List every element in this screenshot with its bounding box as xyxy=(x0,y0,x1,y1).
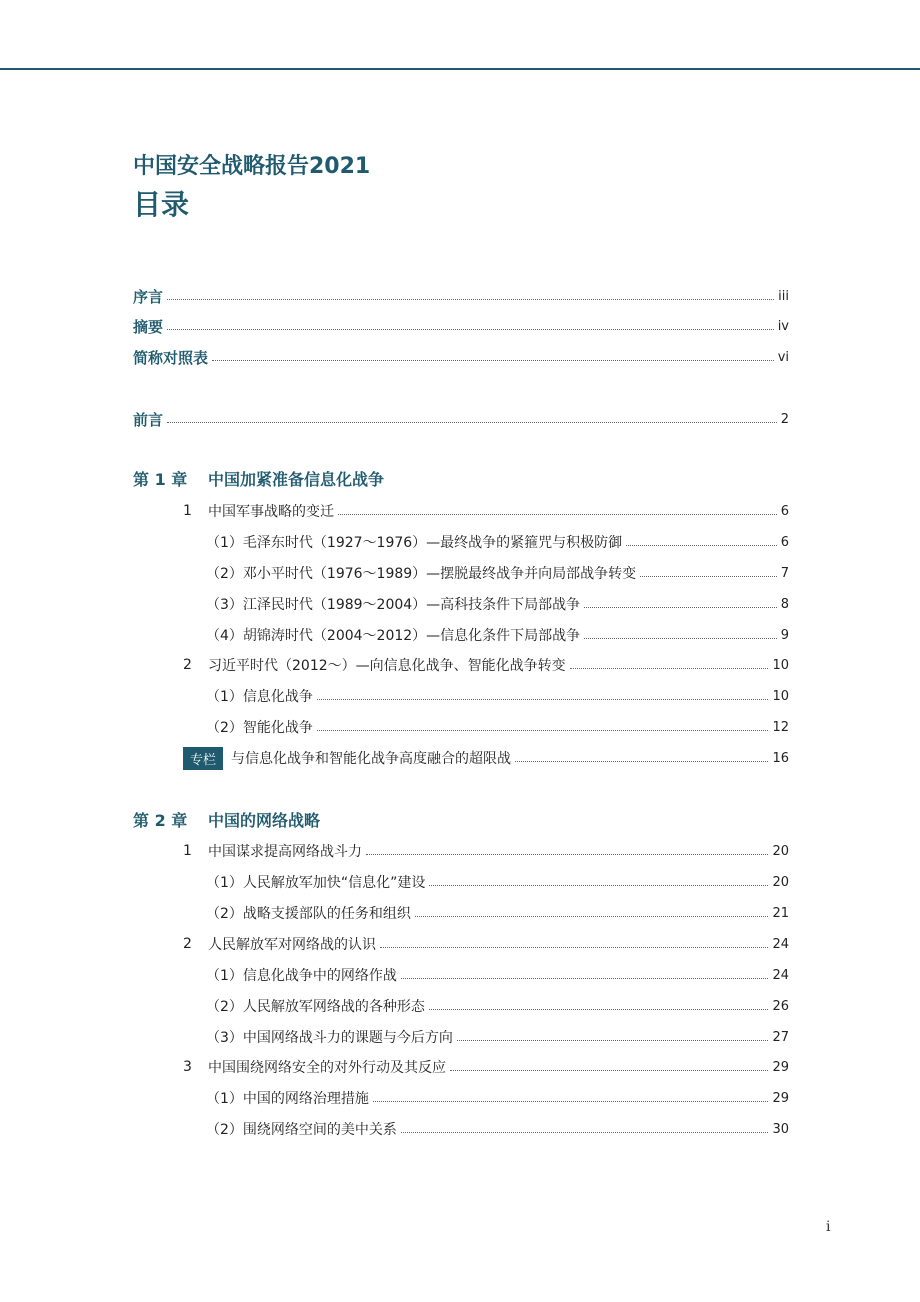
top-rule xyxy=(0,68,920,70)
toc-entry[interactable]: （3） 中国网络战斗力的课题与今后方向 27 xyxy=(206,1029,789,1046)
toc-entry-summary[interactable]: 摘要 iv xyxy=(133,317,789,336)
column-badge: 专栏 xyxy=(183,747,223,770)
toc-entry[interactable]: （2） 人民解放军网络战的各种形态 26 xyxy=(206,998,789,1015)
toc-entry[interactable]: （1） 人民解放军加快“信息化”建设 20 xyxy=(206,874,789,891)
chapter-2-heading[interactable]: 第 2 章 中国的网络战略 xyxy=(133,811,321,830)
toc-entry[interactable]: 2 人民解放军对网络战的认识 24 xyxy=(183,936,789,953)
toc-entry-abbreviations[interactable]: 简称对照表 vi xyxy=(133,348,789,367)
report-title: 中国安全战略报告2021 xyxy=(133,154,371,179)
toc-entry[interactable]: （4） 胡锦涛时代（2004～2012）—信息化条件下局部战争 9 xyxy=(206,627,789,644)
toc-entry[interactable]: （2） 智能化战争 12 xyxy=(206,719,789,736)
toc-entry[interactable]: （2） 战略支援部队的任务和组织 21 xyxy=(206,905,789,922)
toc-entry-foreword[interactable]: 前言 2 xyxy=(133,410,789,429)
toc-heading: 目录 xyxy=(133,188,190,221)
toc-entry[interactable]: （1） 毛泽东时代（1927～1976）—最终战争的紧箍咒与积极防御 6 xyxy=(206,534,789,551)
toc-entry[interactable]: （1） 信息化战争 10 xyxy=(206,688,789,705)
toc-entry-column[interactable]: 专栏 与信息化战争和智能化战争高度融合的超限战 16 xyxy=(183,746,789,770)
toc-entry[interactable]: （2） 邓小平时代（1976～1989）—摆脱最终战争并向局部战争转变 7 xyxy=(206,565,789,582)
toc-entry[interactable]: （1） 中国的网络治理措施 29 xyxy=(206,1090,789,1107)
chapter-1-heading[interactable]: 第 1 章 中国加紧准备信息化战争 xyxy=(133,470,385,489)
toc-entry[interactable]: （2） 围绕网络空间的美中关系 30 xyxy=(206,1121,789,1138)
toc-entry[interactable]: 3 中国围绕网络安全的对外行动及其反应 29 xyxy=(183,1059,789,1076)
toc-entry[interactable]: 2 习近平时代（2012～）—向信息化战争、智能化战争转变 10 xyxy=(183,657,789,674)
toc-entry[interactable]: 1 中国谋求提高网络战斗力 20 xyxy=(183,843,789,860)
page-number: i xyxy=(826,1219,831,1235)
toc-entry[interactable]: 1 中国军事战略的变迁 6 xyxy=(183,503,789,520)
toc-entry[interactable]: （1） 信息化战争中的网络作战 24 xyxy=(206,967,789,984)
toc-entry[interactable]: （3） 江泽民时代（1989～2004）—高科技条件下局部战争 8 xyxy=(206,596,789,613)
toc-entry-preface[interactable]: 序言 iii xyxy=(133,287,789,306)
